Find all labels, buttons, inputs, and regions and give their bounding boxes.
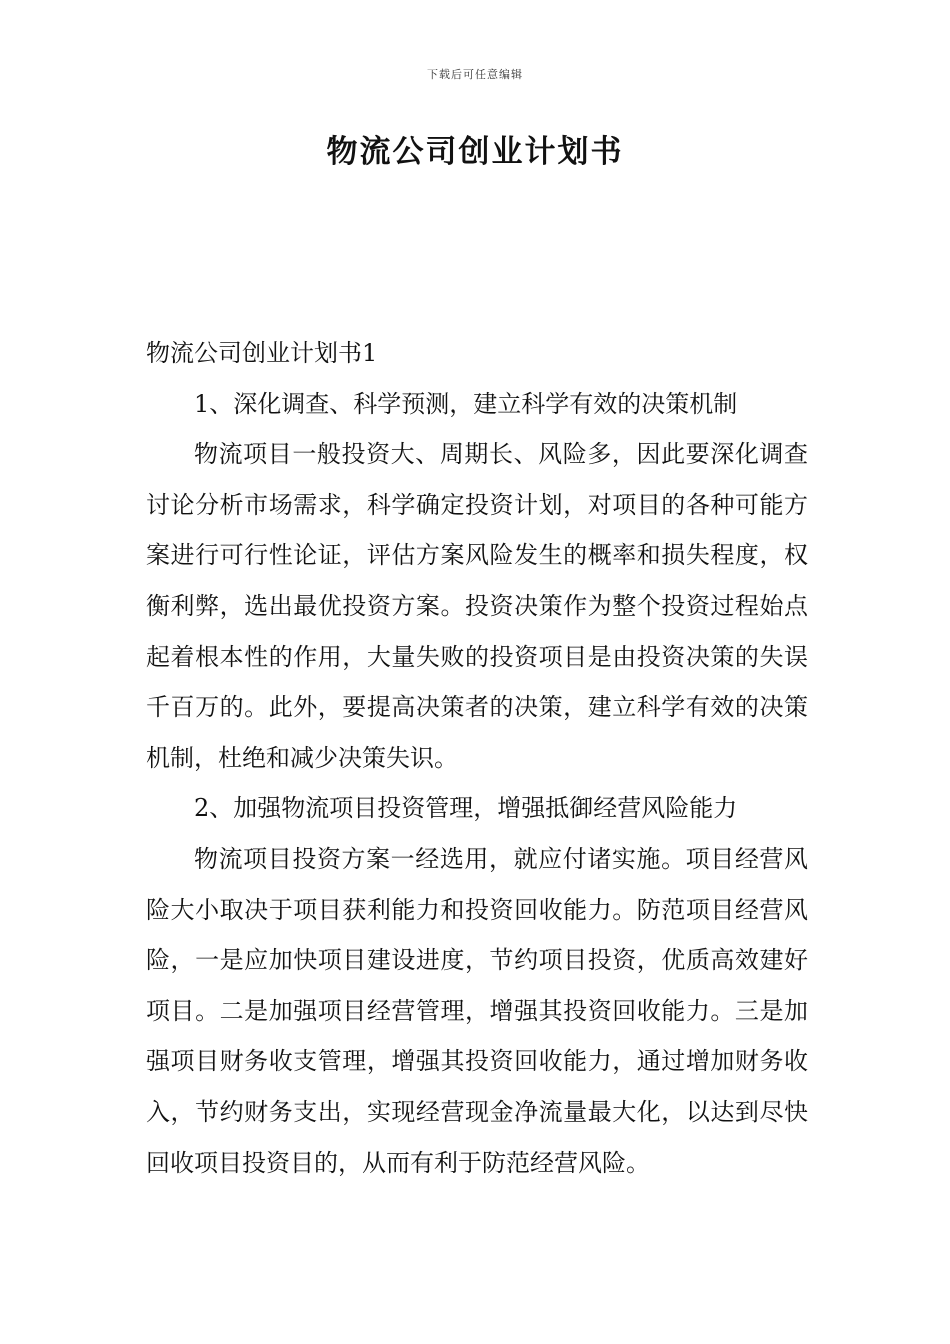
paragraph-1: 物流项目一般投资大、周期长、风险多，因此要深化调查讨论分析市场需求，科学确定投资计划，对项目的各种可能方案进行可行性论证，评估方案风险发生的概率和损失程度，权衡利弊，选出最优投资方案。投资决策作为整个投资过程始点起着根本性的作用，大量失败的投资项目是由投资决策的失误千百万的。此外，要提高决策者的决策，建立科学有效的决策机制，杜绝和减少决策失识。 — [146, 440, 808, 772]
header-note: 下载后可任意编辑 — [427, 68, 523, 81]
paragraph-2: 物流项目投资方案一经选用，就应付诸实施。项目经营风险大小取决于项目获利能力和投资回收能力。防范项目经营风险，一是应加快项目建设进度，节约项目投资，优质高效建好项目。二是加强项目经营管理，增强其投资回收能力。三是加强项目财务收支管理，增强其投资回收能力，通过增加财务收入，节约财务支出，实现经营现金净流量最大化，以达到尽快回收项目投资目的，从而有利于防范经营风险。 — [146, 844, 808, 1177]
section-heading-2: 2、加强物流项目投资管理，增强抵御经营风险能力 — [194, 794, 738, 823]
document-title: 物流公司创业计划书 — [326, 134, 624, 170]
section-heading-1: 1、深化调查、科学预测，建立科学有效的决策机制 — [194, 389, 738, 418]
document-body — [146, 328, 808, 1188]
section-title: 物流公司创业计划书1 — [146, 339, 378, 367]
